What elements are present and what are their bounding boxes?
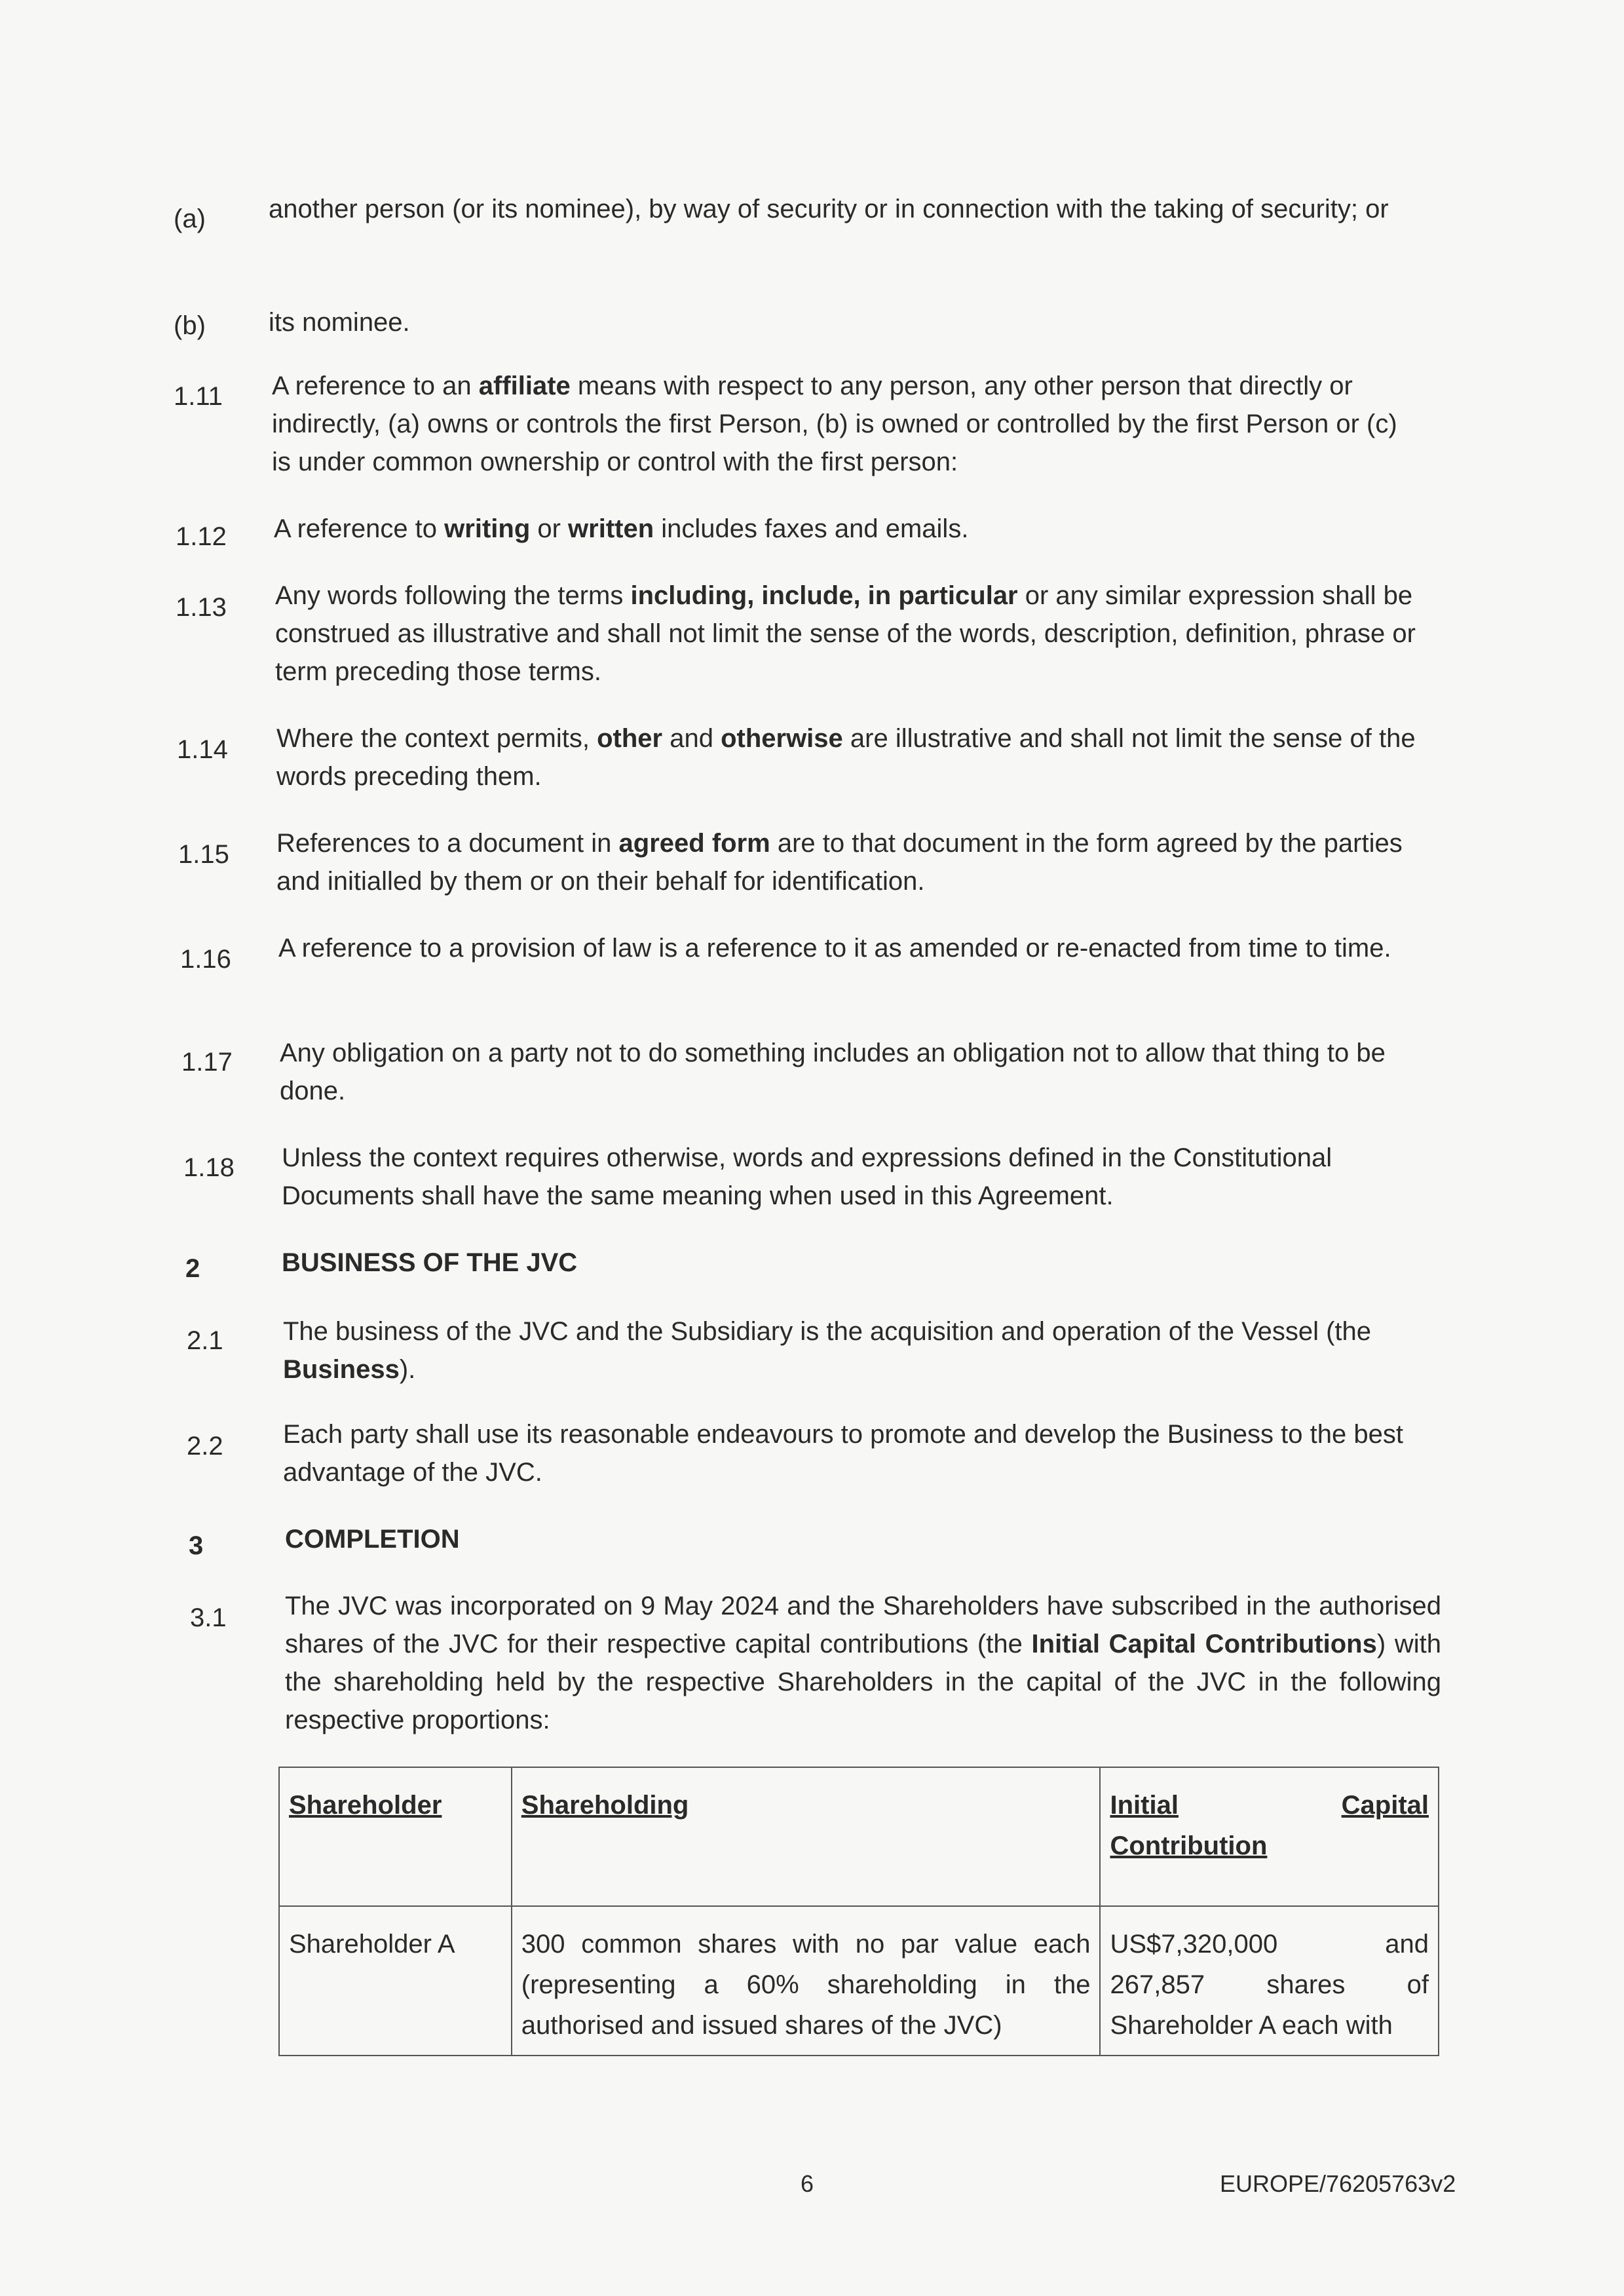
clause-text-1-15: References to a document in agreed form are to that document in the form agreed by the parties and initialled by them or on their behalf for identification. — [276, 829, 1403, 896]
table-cell-contribution: US$7,320,000 and 267,857 shares of Shareholder A each with — [1100, 1906, 1439, 2056]
column-header-shareholding: Shareholding — [521, 1791, 689, 1820]
clause-text: Unless the context requires otherwise, words and expressions defined in the Constitutional Documents shall have the same meaning when used in this Agreement. — [282, 1143, 1332, 1210]
clause-number: 1.11 — [174, 382, 223, 411]
clause-number: 1.13 — [176, 593, 227, 622]
section-heading: BUSINESS OF THE JVC — [282, 1248, 578, 1277]
header-cell — [1100, 1767, 1439, 1906]
clause-text-1-11: A reference to an affiliate means with respect to any person, any other person that directly or indirectly, (a) owns or controls the first Person, (b) is owned or controlled by the first Person or (c) is under common ownership or control with the first person: — [272, 372, 1397, 476]
document-reference: EUROPE/76205763v2 — [1220, 2170, 1456, 2197]
table-row — [279, 1906, 1439, 2056]
page-number: 6 — [801, 2170, 814, 2197]
column-header-contribution-line1: Initial Capital — [1110, 1791, 1429, 1820]
table-cell-shareholding: 300 common shares with no par value each (representing a 60% shareholding in the authorised and issued shares of the JVC) — [512, 1906, 1101, 2056]
clause-number: 2.1 — [187, 1326, 223, 1355]
clause-text: Any obligation on a party not to do something includes an obligation not to allow that thing to be done. — [280, 1039, 1386, 1105]
clause-number: (b) — [174, 311, 206, 340]
section-heading: COMPLETION — [285, 1525, 460, 1554]
header-cell — [512, 1767, 1101, 1906]
clause-number: 1.18 — [183, 1153, 235, 1182]
clause-number: 1.12 — [176, 522, 227, 551]
clause-text-1-12: A reference to writing or written includes faxes and emails. — [274, 514, 969, 543]
section-number: 3 — [189, 1531, 204, 1560]
clause-text: another person (or its nominee), by way of security or in connection with the taking of security; or — [269, 195, 1389, 223]
table-header-row — [279, 1767, 1439, 1906]
clause-number: (a) — [174, 204, 206, 233]
clause-number: 2.2 — [187, 1432, 223, 1461]
column-header-contribution-line2: Contribution — [1110, 1831, 1268, 1860]
clause-text: its nominee. — [269, 308, 410, 337]
capital-contribution-table — [278, 1767, 1439, 2056]
clause-number: 1.17 — [181, 1048, 233, 1077]
clause-text-1-14: Where the context permits, other and otherwise are illustrative and shall not limit the sense of the words preceding them. — [276, 724, 1416, 791]
column-header-shareholder: Shareholder — [289, 1791, 442, 1820]
section-number: 2 — [185, 1254, 200, 1283]
clause-number: 1.16 — [180, 945, 231, 974]
clause-text-2-1: The business of the JVC and the Subsidiary is the acquisition and operation of the Vessel (the Business). — [283, 1317, 1372, 1384]
clause-text-1-13: Any words following the terms including, include, in particular or any similar expression shall be construed as illustrative and shall not limit the sense of the words, description, definition, phrase or term preceding those terms. — [275, 581, 1416, 686]
clause-text: Each party shall use its reasonable endeavours to promote and develop the Business to the best advantage of the JVC. — [283, 1420, 1403, 1487]
clause-text: A reference to a provision of law is a reference to it as amended or re-enacted from time to time. — [278, 934, 1391, 963]
clause-text-3-1: The JVC was incorporated on 9 May 2024 and the Shareholders have subscribed in the authorised shares of the JVC for their respective capital contributions (the Initial Capital Contributions) with the shareholding held by the respective Shareholders in the capital of the JVC in the following respective proportions: — [285, 1592, 1441, 1734]
clause-number: 1.14 — [177, 735, 228, 764]
table-cell-shareholder: Shareholder A — [279, 1906, 512, 2056]
clause-number: 3.1 — [190, 1603, 227, 1632]
clause-number: 1.15 — [178, 840, 229, 869]
header-cell — [279, 1767, 512, 1906]
